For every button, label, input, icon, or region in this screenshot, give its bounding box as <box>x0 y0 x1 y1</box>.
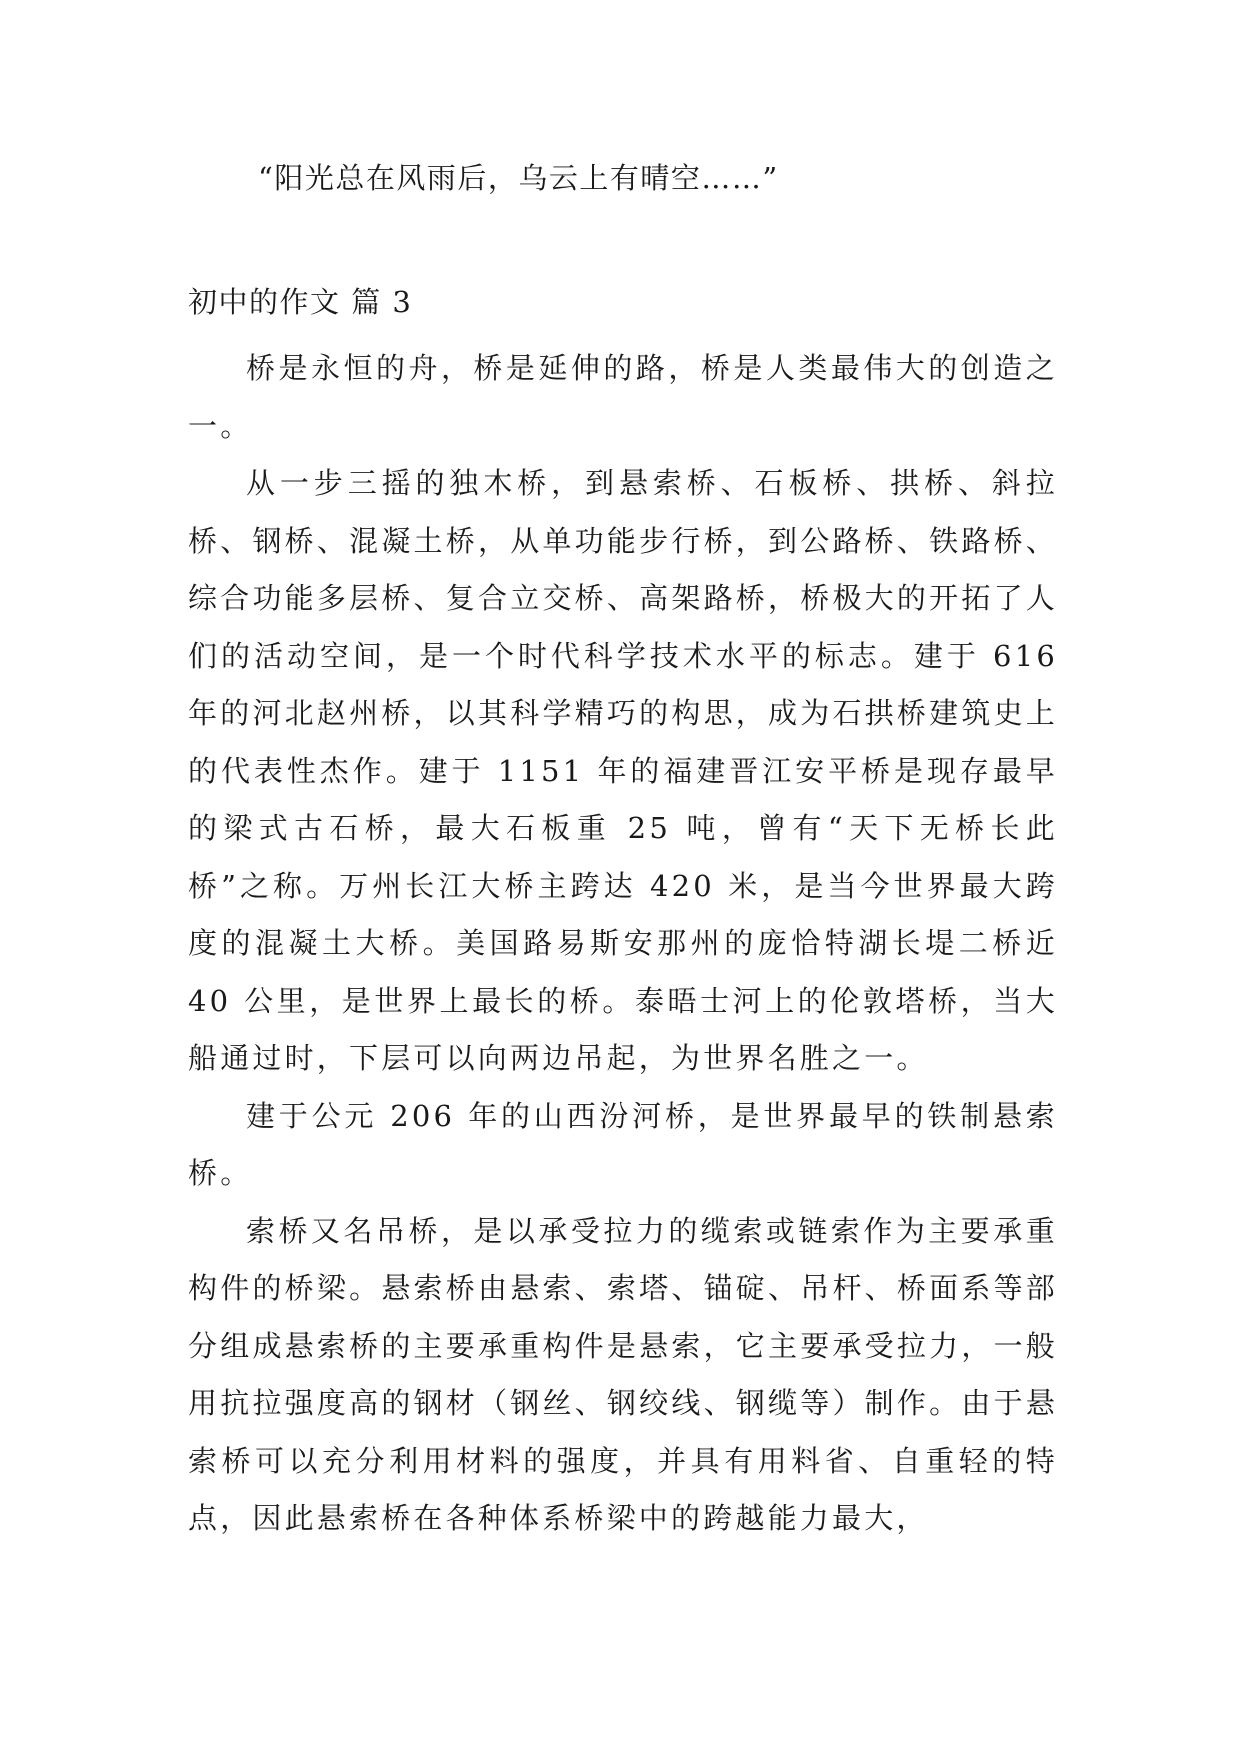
paragraph: 桥是永恒的舟，桥是延伸的路，桥是人类最伟大的创造之一。 <box>188 351 1058 443</box>
paragraph: 索桥又名吊桥，是以承受拉力的缆索或链索作为主要承重构件的桥梁。悬索桥由悬索、索塔、锚碇、吊杆、桥面系等部分组成悬索桥的主要承重构件是悬索，它主要承受拉力，一般用抗拉强度高的钢材（钢丝、钢绞线、钢缆等）制作。由于悬索桥可以充分利用材料的强度，并具有用料省、自重轻的特点，因此悬索桥在各种体系桥梁中的跨越能力最大， <box>188 1213 1058 1535</box>
section-heading: 初中的作文 篇 3 <box>188 285 413 319</box>
quote-line: “阳光总在风雨后，乌云上有晴空……” <box>258 161 779 195</box>
paragraph: 从一步三摇的独木桥，到悬索桥、石板桥、拱桥、斜拉桥、钢桥、混凝土桥，从单功能步行桥，到公路桥、铁路桥、综合功能多层桥、复合立交桥、高架路桥，桥极大的开拓了人们的活动空间，是一个时代科学技术水平的标志。建于 616 年的河北赵州桥，以其科学精巧的构思，成为石拱桥建筑史上的代表性杰作。建于 1151 年的福建晋江安平桥是现存最早的梁式古石桥，最大石板重 25 吨，曾有“天下无桥长此桥”之称。万州长江大桥主跨达 420 米，是当今世界最大跨度的混凝土大桥。美国路易斯安那州的庞恰特湖长堤二桥近 40 公里，是世界上最长的桥。泰晤士河上的伦敦塔桥，当大船通过时，下层可以向两边吊起，为世界名胜之一。 <box>188 466 1058 1075</box>
paragraph: 建于公元 206 年的山西汾河桥，是世界最早的铁制悬索桥。 <box>188 1098 1058 1190</box>
essay-body <box>188 340 1058 1548</box>
